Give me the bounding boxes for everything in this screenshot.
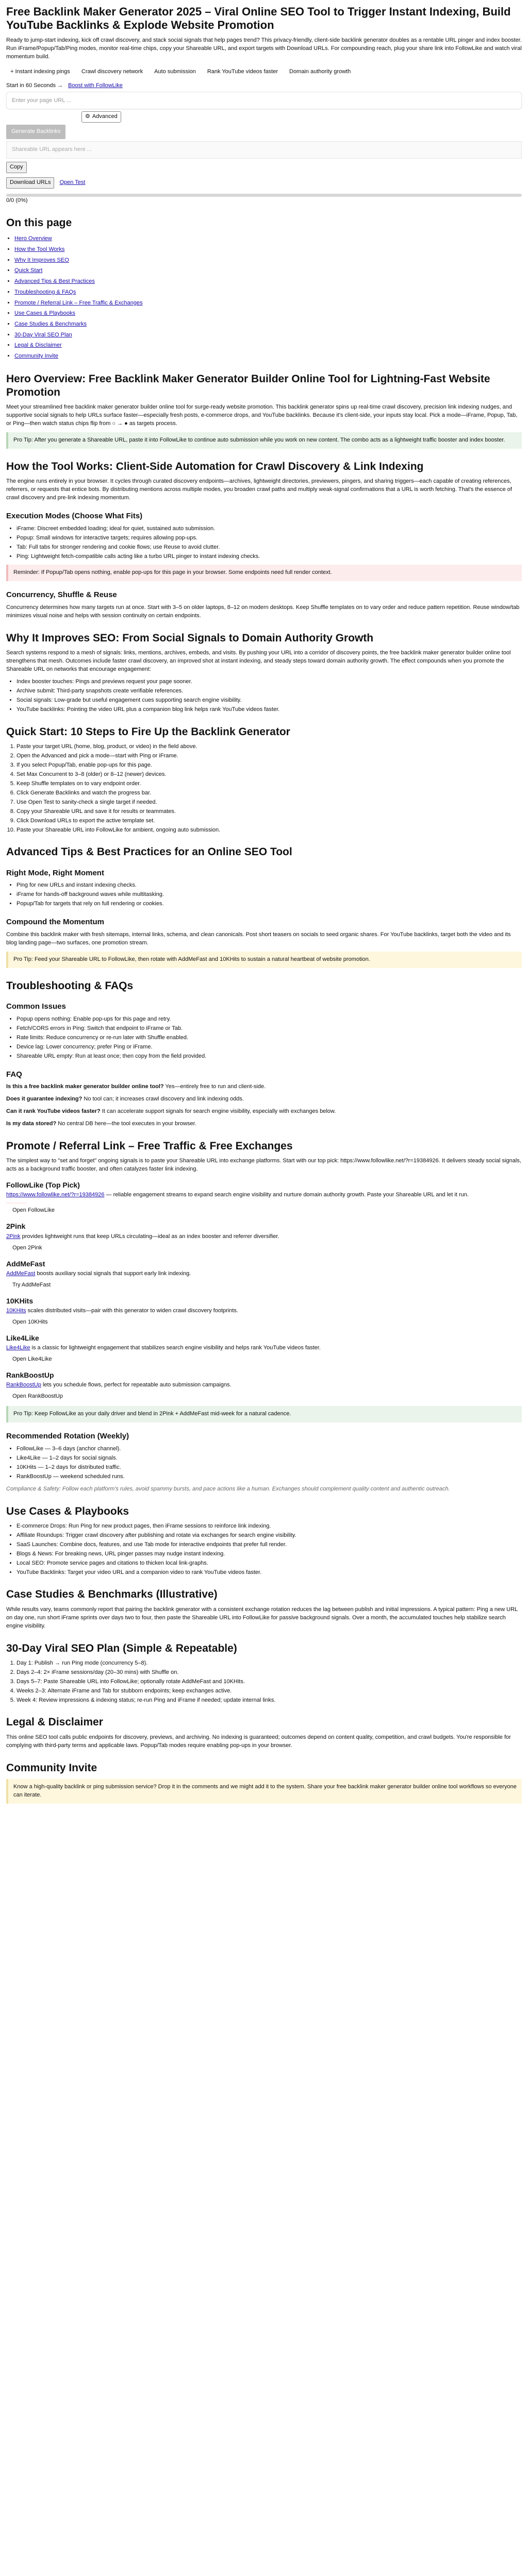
hero-callout: Pro Tip: After you generate a Shareable URL, paste it into FollowLike to continue auto submission while you work on new content. The combo acts as a lightweight traffic booster and index booster. bbox=[6, 432, 522, 449]
mode-select-label: Advanced bbox=[92, 113, 118, 120]
faq-answer: No tool can; it increases crawl discovery and link indexing odds. bbox=[84, 1096, 244, 1103]
toc-item bbox=[14, 245, 522, 255]
lead-paragraph: Ready to jump-start indexing, kick off crawl discovery, and stack social signals that help pages trend? This privacy-friendly, client-side backlink generator doubles as a rentable URL pinger and index booster. Run iFrame/Popup/Tab/Ping modes, monitor real-time chips, copy your Shareable URL, and export targets with Download URLs. For compounding reach, plug your share link into FollowLike and watch viral momentum build. bbox=[6, 37, 522, 60]
quick-heading: Quick Start: 10 Steps to Fire Up the Backlink Generator bbox=[6, 725, 290, 738]
modes-list bbox=[6, 525, 522, 561]
promote-heading: Promote / Referral Link – Free Traffic & Free Exchanges bbox=[6, 1140, 293, 1153]
partner-text: — reliable engagement streams to expand search engine visibility and nurture domain authority growth. Paste your Shareable URL and let it run. bbox=[106, 1192, 469, 1198]
copy-row bbox=[6, 161, 522, 174]
partner-desc bbox=[6, 1270, 522, 1278]
cases-paragraph: While results vary, teams commonly report that pairing the backlink generator with a consistent exchange rotation reduces the lag between publish and initial impressions. A typical pattern: Ping a new URL on day one, run short iFrame sprints over days two to four, then paste the Shareable URL into FollowLike for passive background signals. Over a month, the accumulated touches help stabilize search engine visibility. bbox=[6, 1606, 518, 1629]
chip-auto-submission: Auto submission bbox=[150, 66, 200, 78]
list-item: • Tab: Full tabs for stronger rendering and cookie flows; use Reuse to avoid clutter. bbox=[16, 544, 522, 552]
boost-followlike-link[interactable]: Boost with FollowLike bbox=[68, 82, 123, 89]
trouble-heading: Troubleshooting & FAQs bbox=[6, 979, 134, 992]
issues-list bbox=[6, 1015, 522, 1061]
partner-link[interactable]: AddMeFast bbox=[6, 1270, 36, 1277]
toc-link-hero[interactable]: Hero Overview bbox=[14, 235, 52, 242]
toc-link-plan[interactable]: 30-Day Viral SEO Plan bbox=[14, 331, 72, 338]
list-item: • Popup: Small windows for interactive targets; requires allowing pop-ups. bbox=[16, 534, 522, 543]
cases-heading: Case Studies & Benchmarks (Illustrative) bbox=[6, 1588, 218, 1601]
partner-link[interactable]: RankBoostUp bbox=[6, 1382, 41, 1388]
why-paragraph: Search systems respond to a mesh of signals: links, mentions, archives, embeds, and visits. By pushing your URL into a corridor of discovery points, the free backlink maker generator builder online tool strengthens that mesh. Outcomes include faster crawl discovery, an improved shot at instant indexing, and steady steps toward domain authority growth. The effect compounds when you promote the Shareable URL on networks that encourage engagement: bbox=[6, 650, 511, 673]
list-item: 6. Click Generate Backlinks and watch the progress bar. bbox=[16, 789, 522, 798]
list-item: • Like4Like — 1–2 days for social signals. bbox=[16, 1454, 522, 1463]
list-item: • Archive submit: Third-party snapshots create verifiable references. bbox=[16, 687, 522, 696]
hero-heading: Hero Overview: Free Backlink Maker Generator Builder Online Tool for Lightning-Fast Website Promotion bbox=[6, 372, 490, 398]
list-item: • Shareable URL empty: Run at least once; then copy from the field provided. bbox=[16, 1053, 522, 1061]
faq-item bbox=[6, 1120, 522, 1128]
list-item: 1. Day 1: Publish → run Ping mode (concurrency 5–8). bbox=[16, 1659, 522, 1668]
partner-addmefast bbox=[6, 1259, 522, 1290]
open-partner-button[interactable]: Open RankBoostUp bbox=[12, 1393, 63, 1400]
right-mode-heading: Right Mode, Right Moment bbox=[6, 868, 104, 877]
chip-crawl-discovery: Crawl discovery network bbox=[77, 66, 147, 78]
toc-item bbox=[14, 319, 522, 329]
tips-callout: Pro Tip: Feed your Shareable URL to FollowLike, then rotate with AddMeFast and 10KHits to sustain a natural heartbeat of website promotion. bbox=[6, 952, 522, 968]
faq-question: Does it guarantee indexing? bbox=[6, 1096, 82, 1103]
common-issues-heading: Common Issues bbox=[6, 1002, 66, 1011]
list-item: • YouTube backlinks: Pointing the video URL plus a companion blog link helps rank YouTube videos faster. bbox=[16, 706, 522, 714]
progress-text: 0/0 (0%) bbox=[6, 197, 28, 204]
toc-link-how[interactable]: How the Tool Works bbox=[14, 246, 65, 253]
chip-instant-indexing: + Instant indexing pings bbox=[6, 66, 74, 78]
partner-link[interactable]: 2Pink bbox=[6, 1233, 21, 1240]
rotation-list bbox=[6, 1445, 522, 1481]
faq-item bbox=[6, 1083, 522, 1091]
toc-item bbox=[14, 277, 522, 286]
list-item: • RankBoostUp — weekend scheduled runs. bbox=[16, 1473, 522, 1481]
partner-text: boosts auxiliary social signals that support early link indexing. bbox=[37, 1270, 191, 1277]
toc-item bbox=[14, 256, 522, 265]
toc-link-tips[interactable]: Advanced Tips & Best Practices bbox=[14, 278, 95, 285]
partner-text: is a classic for lightweight engagement that stabilizes search engine visibility and helps rank YouTube videos faster. bbox=[31, 1345, 321, 1351]
partner-desc bbox=[6, 1233, 522, 1241]
partner-rankboostup bbox=[6, 1370, 522, 1401]
list-item: 3. Days 5–7: Paste Shareable URL into FollowLike; optionally rotate AddMeFast and 10KHits. bbox=[16, 1678, 522, 1686]
partner-name: FollowLike (Top Pick) bbox=[6, 1181, 80, 1190]
partner-desc bbox=[6, 1381, 522, 1389]
plan-heading: 30-Day Viral SEO Plan (Simple & Repeatable) bbox=[6, 1642, 237, 1654]
promote-paragraph: The simplest way to "set and forget" ongoing signals is to paste your Shareable URL into exchange platforms. Start with our top pick: https://www.followlike.net/?r=19384926. It delivers steady social signals, acts as a background traffic booster, and often catalyzes faster link indexing. bbox=[6, 1158, 521, 1173]
list-item: • 10KHits — 1–2 days for distributed traffic. bbox=[16, 1464, 522, 1472]
generate-button[interactable]: Generate Backlinks bbox=[6, 125, 65, 139]
reminder-callout: Reminder: If Popup/Tab opens nothing, enable pop-ups for this page in your browser. Some endpoints need full render context. bbox=[6, 565, 522, 581]
list-item: 8. Copy your Shareable URL and save it for results or teammates. bbox=[16, 808, 522, 816]
promote-callout: Pro Tip: Keep FollowLike as your daily driver and blend in 2Pink + AddMeFast mid-week for a natural cadence. bbox=[6, 1406, 522, 1422]
toc-list bbox=[6, 234, 522, 361]
partner-name: AddMeFast bbox=[6, 1259, 45, 1268]
compound-heading: Compound the Momentum bbox=[6, 918, 104, 927]
partner-name: 2Pink bbox=[6, 1222, 26, 1231]
toc-item bbox=[14, 298, 522, 308]
legal-heading: Legal & Disclaimer bbox=[6, 1716, 103, 1728]
right-mode-list bbox=[6, 882, 522, 908]
list-item: • FollowLike — 3–6 days (anchor channel). bbox=[16, 1445, 522, 1453]
open-partner-button[interactable]: Try AddMeFast bbox=[12, 1281, 51, 1288]
toc-item bbox=[14, 266, 522, 276]
legal-paragraph: This online SEO tool calls public endpoints for discovery, previews, and archiving. No indexing is guaranteed; outcomes depend on content quality, competition, and crawl budgets. You're responsible for complying with third-party terms and applicable laws. Popup/Tab modes require enabling pop-ups in your browser. bbox=[6, 1734, 511, 1749]
faq-heading: FAQ bbox=[6, 1070, 22, 1079]
list-item: • Local SEO: Promote service pages and citations to thicken local link-graphs. bbox=[16, 1560, 522, 1568]
partner-desc bbox=[6, 1344, 522, 1352]
list-item: • Rate limits: Reduce concurrency or re-run later with Shuffle enabled. bbox=[16, 1034, 522, 1042]
mode-select[interactable] bbox=[81, 111, 121, 123]
faq-answer: No central DB here—the tool executes in your browser. bbox=[58, 1121, 196, 1127]
toc-link-why[interactable]: Why It Improves SEO bbox=[14, 257, 69, 263]
toc-heading: On this page bbox=[6, 217, 72, 229]
chip-rank-youtube: Rank YouTube videos faster bbox=[203, 66, 282, 78]
toc-item bbox=[14, 330, 522, 340]
list-item: 5. Week 4: Review impressions & indexing status; re-run Ping and iFrame if needed; update internal links. bbox=[16, 1697, 522, 1705]
progress-section bbox=[6, 194, 522, 205]
toc-link-quick[interactable]: Quick Start bbox=[14, 267, 43, 274]
open-partner-button[interactable]: Open 10KHits bbox=[12, 1318, 48, 1325]
list-item: 3. If you select Popup/Tab, enable pop-ups for this page. bbox=[16, 761, 522, 770]
list-item: • SaaS Launches: Combine docs, features, and use Tab mode for interactive endpoints that prefer full render. bbox=[16, 1541, 522, 1549]
list-item: 2. Open the Advanced and pick a mode—start with Ping or iFrame. bbox=[16, 752, 522, 760]
page-title: Free Backlink Maker Generator 2025 – Viral Online SEO Tool to Trigger Instant Indexing, Build YouTube Backlinks & Explode Website Promotion bbox=[6, 5, 511, 32]
list-item: • Ping for new URLs and instant indexing checks. bbox=[16, 882, 522, 890]
list-item: 10. Paste your Shareable URL into FollowLike for ambient, ongoing auto submission. bbox=[16, 826, 522, 835]
cta-row bbox=[6, 82, 522, 90]
list-item: 2. Days 2–4: 2× iFrame sessions/day (20–30 mins) with Shuffle on. bbox=[16, 1669, 522, 1677]
community-heading: Community Invite bbox=[6, 1761, 97, 1774]
mode-row bbox=[6, 111, 522, 123]
list-item: 4. Weeks 2–3: Alternate iFrame and Tab for stubborn endpoints; keep exchanges active. bbox=[16, 1687, 522, 1696]
plan-list bbox=[6, 1659, 522, 1705]
faq-question: Is my data stored? bbox=[6, 1121, 57, 1127]
list-item: • YouTube Backlinks: Target your video URL and a companion video to rank YouTube videos faster. bbox=[16, 1569, 522, 1577]
toc-link-promote[interactable]: Promote / Referral Link – Free Traffic & Exchanges bbox=[14, 299, 143, 306]
open-partner-button[interactable]: Open FollowLike bbox=[12, 1207, 55, 1214]
why-heading: Why It Improves SEO: From Social Signals to Domain Authority Growth bbox=[6, 632, 374, 645]
list-item: • Social signals: Low-grade but useful engagement cues supporting search engine visibility. bbox=[16, 697, 522, 705]
partner-link[interactable]: 10KHits bbox=[6, 1307, 26, 1314]
list-item: 9. Click Download URLs to export the active template set. bbox=[16, 817, 522, 825]
rotation-heading: Recommended Rotation (Weekly) bbox=[6, 1432, 129, 1441]
copy-button[interactable]: Copy bbox=[6, 162, 27, 173]
toc-link-cases[interactable]: Case Studies & Benchmarks bbox=[14, 320, 87, 327]
partner-followlike bbox=[6, 1180, 522, 1215]
list-item: • Popup/Tab for targets that rely on full rendering or cookies. bbox=[16, 900, 522, 908]
faq-answer: It can accelerate support signals for search engine visibility, especially with exchanges below. bbox=[102, 1108, 336, 1115]
partner-desc bbox=[6, 1191, 522, 1199]
shareable-url-output[interactable]: Shareable URL appears here ... bbox=[6, 141, 522, 159]
generate-row bbox=[6, 125, 522, 139]
start-link[interactable]: Start in 60 Seconds → bbox=[6, 82, 63, 89]
community-text: Know a high-quality backlink or ping submission service? Drop it in the comments and we might add it to the system. Share your free backlink maker generator builder online tool workflows so everyone can iterate. bbox=[13, 1783, 517, 1798]
partner-name: RankBoostUp bbox=[6, 1371, 54, 1380]
faq-item bbox=[6, 1108, 522, 1116]
concurrency-heading: Concurrency, Shuffle & Reuse bbox=[6, 590, 117, 600]
faq-item bbox=[6, 1095, 522, 1104]
list-item: • Fetch/CORS errors in Ping: Switch that endpoint to iFrame or Tab. bbox=[16, 1025, 522, 1033]
compliance-note: Compliance & Safety: Follow each platform's rules, avoid spammy bursts, and pace actions like a human. Exchanges should complement quality content and authentic outreach. bbox=[6, 1485, 450, 1492]
partner-2pink bbox=[6, 1221, 522, 1252]
partner-10khits bbox=[6, 1296, 522, 1327]
quick-steps bbox=[6, 743, 522, 834]
list-item: 5. Keep Shuffle templates on to vary endpoint order. bbox=[16, 780, 522, 788]
list-item: • Ping: Lightweight fetch-compatible calls acting like a turbo URL pinger to instant indexing checks. bbox=[16, 553, 522, 561]
toc-item bbox=[14, 341, 522, 350]
partner-link[interactable]: https://www.followlike.net/?r=19384926 bbox=[6, 1192, 105, 1198]
toc-link-trouble[interactable]: Troubleshooting & FAQs bbox=[14, 289, 76, 295]
why-list bbox=[6, 678, 522, 714]
toc-item bbox=[14, 309, 522, 318]
modes-heading: Execution Modes (Choose What Fits) bbox=[6, 511, 143, 520]
toc-link-legal[interactable]: Legal & Disclaimer bbox=[14, 342, 62, 349]
how-heading: How the Tool Works: Client-Side Automation for Crawl Discovery & Link Indexing bbox=[6, 460, 424, 472]
partner-link[interactable]: Like4Like bbox=[6, 1345, 30, 1351]
partner-name: Like4Like bbox=[6, 1333, 39, 1342]
partner-text: provides lightweight runs that keep URLs circulating—ideal as an index booster and referrer diversifier. bbox=[22, 1233, 279, 1240]
faq-answer: Yes—entirely free to run and client-side. bbox=[165, 1083, 266, 1090]
list-item: • iFrame for hands-off background waves while multitasking. bbox=[16, 891, 522, 899]
list-item: • Popup opens nothing: Enable pop-ups for this page and retry. bbox=[16, 1015, 522, 1024]
partner-text: lets you schedule flows, perfect for repeatable auto submission campaigns. bbox=[42, 1382, 232, 1388]
toc-link-usecases[interactable]: Use Cases & Playbooks bbox=[14, 310, 75, 317]
url-input[interactable]: Enter your page URL ... bbox=[6, 92, 522, 109]
partner-like4like bbox=[6, 1333, 522, 1364]
open-test-link[interactable]: Open Test bbox=[59, 179, 86, 186]
list-item: • Blogs & News: For breaking news, URL pinger passes may nudge instant indexing. bbox=[16, 1550, 522, 1558]
toc-item bbox=[14, 351, 522, 361]
community-callout bbox=[6, 1779, 522, 1804]
faq-question: Can it rank YouTube videos faster? bbox=[6, 1108, 101, 1115]
list-item: • iFrame: Discreet embedded loading; ideal for quiet, sustained auto submission. bbox=[16, 525, 522, 533]
toc-item bbox=[14, 234, 522, 244]
list-item: 7. Use Open Test to sanity-check a single target if needed. bbox=[16, 799, 522, 807]
faq-question: Is this a free backlink maker generator builder online tool? bbox=[6, 1083, 164, 1090]
list-item: • Affiliate Roundups: Trigger crawl discovery after publishing and rotate via exchanges for search engine visibility. bbox=[16, 1532, 522, 1540]
partner-text: scales distributed visits—pair with this generator to widen crawl discovery footprints. bbox=[27, 1307, 238, 1314]
partner-name: 10KHits bbox=[6, 1296, 34, 1305]
list-item: • Device lag: Lower concurrency; prefer Ping or iFrame. bbox=[16, 1043, 522, 1052]
download-urls-button[interactable]: Download URLs bbox=[6, 177, 54, 189]
toc-link-community[interactable]: Community Invite bbox=[14, 352, 58, 359]
open-partner-button[interactable]: Open Like4Like bbox=[12, 1356, 52, 1363]
usecases-list bbox=[6, 1522, 522, 1577]
compound-paragraph: Combine this backlink maker with fresh sitemaps, internal links, schema, and clean canonicals. Post short teasers on socials to seed organic shares. For YouTube backlinks, target both the video and its blog landing page—two surfaces, one promotion stream. bbox=[6, 931, 511, 946]
concurrency-paragraph: Concurrency determines how many targets run at once. Start with 3–5 on older laptops, 8–12 on modern desktops. Keep Shuffle templates on to vary order and reduce pattern repetition. Reuse window/tab minimizes visual noise and helps with session continuity on certain endpoints. bbox=[6, 604, 520, 619]
toc-item bbox=[14, 287, 522, 297]
partner-desc bbox=[6, 1307, 522, 1315]
tips-heading: Advanced Tips & Best Practices for an Online SEO Tool bbox=[6, 846, 292, 858]
list-item: • E-commerce Drops: Run Ping for new product pages, then iFrame sessions to reinforce link indexing. bbox=[16, 1522, 522, 1531]
list-item: 4. Set Max Concurrent to 3–8 (older) or 8–12 (newer) devices. bbox=[16, 771, 522, 779]
how-paragraph: The engine runs entirely in your browser. It cycles through curated discovery endpoints—archives, lightweight directories, previewers, pingers, and sharing triggers—each capable of creating references, referrers, or requests that entice bots. By distributing mentions across multiple modes, you broaden crawl paths and multiply weak-signal confirmations that a URL is worth fetching. That's the essence of crawl discovery and pre-link indexing momentum. bbox=[6, 478, 512, 501]
download-row bbox=[6, 176, 522, 190]
list-item: • Index booster touches: Pings and previews request your page sooner. bbox=[16, 678, 522, 686]
usecases-heading: Use Cases & Playbooks bbox=[6, 1505, 129, 1517]
divider bbox=[6, 1202, 27, 1204]
settings-icon: ⚙ bbox=[85, 113, 90, 120]
open-partner-button[interactable]: Open 2Pink bbox=[12, 1244, 42, 1251]
chip-domain-authority: Domain authority growth bbox=[285, 66, 355, 78]
hero-paragraph: Meet your streamlined free backlink maker generator builder online tool for surge-ready website promotion. This backlink generator spins up real-time crawl discovery, precision link indexing nudges, and supportive social signals to help URLs surface faster—especially fresh posts, e-commerce drops, and YouTube backlinks. Because it's client-side, your inputs stay local. Pick a mode—iFrame, Popup, Tab, or Ping—then watch status chips flip from ○ → ● as targets process. bbox=[6, 404, 518, 427]
list-item: 1. Paste your target URL (home, blog, product, or video) in the field above. bbox=[16, 743, 522, 751]
feature-chips bbox=[6, 66, 522, 78]
